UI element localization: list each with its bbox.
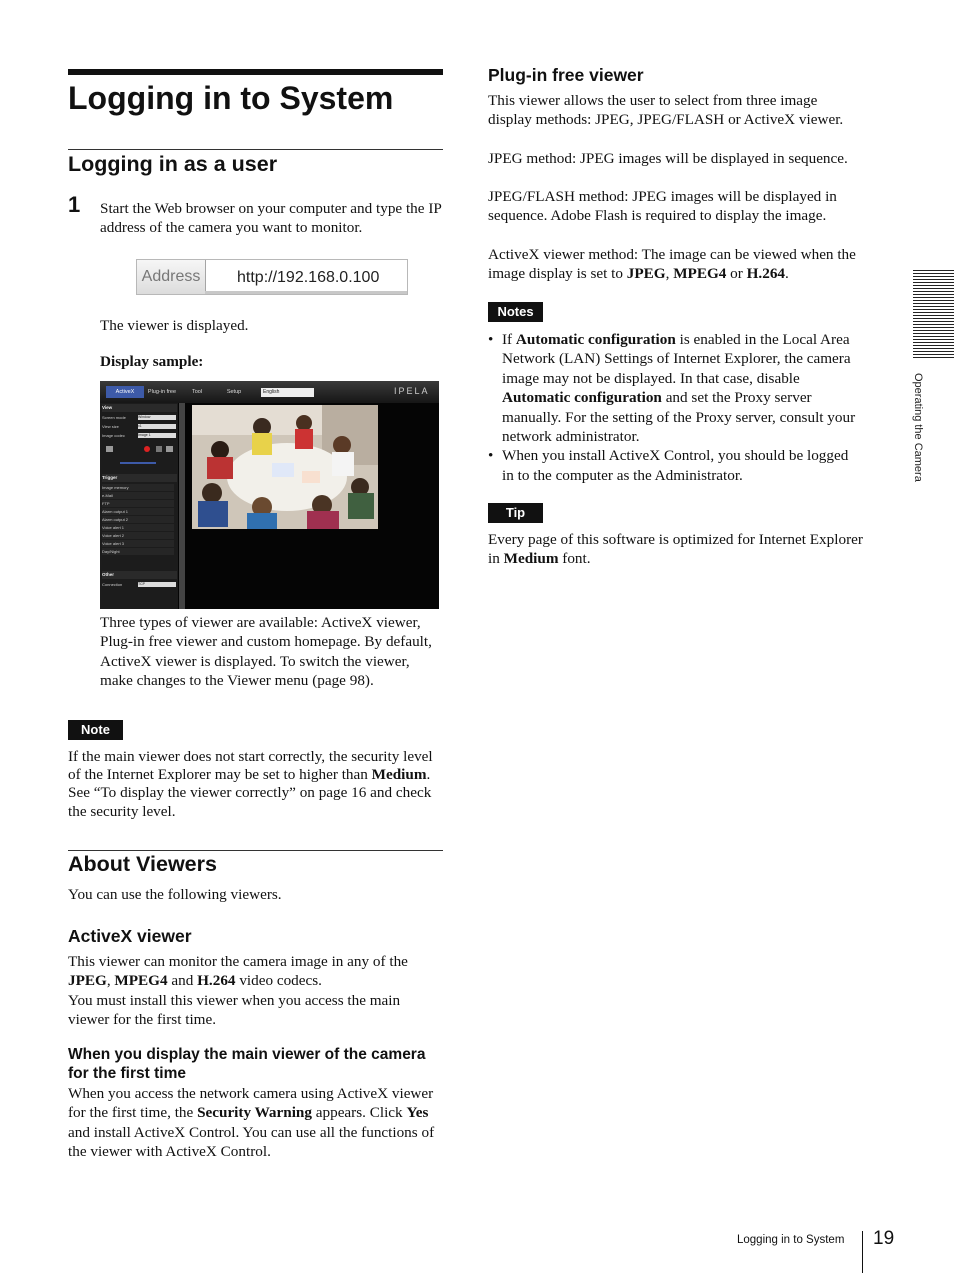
plugin-text-3: JPEG/FLASH method: JPEG images will be displayed in sequence. Adobe Flash is required to display the image. [488,188,837,225]
address-bar [136,259,408,295]
sample-other-row: Connection TCP [102,581,177,588]
notes-label: Notes [488,302,543,322]
sample-camera-image [192,405,378,529]
note-label: Note [68,720,123,740]
sample-tab-activex: ActiveX [106,386,144,398]
display-sample-screenshot [100,381,439,609]
footer-section-label: Logging in to System [737,1234,845,1246]
display-sample-label: Display sample: [100,353,204,370]
page-number: 19 [873,1228,895,1249]
login-heading: Logging in as a user [68,152,278,176]
sample-view-heading: View [102,404,177,412]
sample-trigger-item: Voice alert 2 [102,532,174,539]
plugin-text-4: ActiveX viewer method: The image can be viewed when the image display is set to JPEG, MPEG4 or H.264. [488,246,856,283]
about-heading: About Viewers [68,852,217,876]
section-rule [68,149,443,150]
activex-text-1: This viewer can monitor the camera image in any of the JPEG, MPEG4 and H.264 video codecs. [68,953,408,990]
footer-divider [862,1231,863,1273]
viewer-types-text: Three types of viewer are available: ActiveX viewer, Plug-in free viewer and custom homepage. By default, ActiveX viewer is displayed. To switch the viewer, make changes to the Viewer menu (page 98). [100,614,432,690]
sample-language-select: English [261,388,314,397]
sample-tab-plugin-free: Plug-in free [147,389,177,395]
plugin-text-2: JPEG method: JPEG images will be displayed in sequence. [488,150,848,167]
viewer-displayed-text: The viewer is displayed. [100,317,249,334]
sample-control-icons [104,445,174,454]
sample-trigger-item: Image memory [102,484,174,491]
step-number: 1 [68,192,81,217]
sample-scrollbar [179,403,185,609]
side-tab-marker [913,270,954,360]
side-tab-label: Operating the Camera [912,373,924,482]
plugin-text-1: This viewer allows the user to select from three image display methods: JPEG, JPEG/FLASH or ActiveX viewer. [488,92,844,129]
sample-tab-setup: Setup [226,389,242,395]
sample-trigger-item: FTP [102,500,174,507]
activex-heading: ActiveX viewer [68,926,192,946]
activex-text-2: You must install this viewer when you access the main viewer for the first time. [68,992,401,1029]
sample-logo: IPELA [394,386,430,396]
sample-view-row: Screen mode Window [102,414,177,421]
sample-view-row: View size x1 [102,423,177,430]
sample-trigger-item: Alarm output 1 [102,508,174,515]
sample-sidebar [100,403,178,609]
note-text: If the main viewer does not start correctly, the security level of the Internet Explorer may be set to higher than Medium. See “To display the viewer correctly” on page 16 and check the security level. [68,748,433,820]
first-time-heading: When you display the main viewer of the camera for the first time [68,1046,426,1082]
sample-trigger-item: Alarm output 2 [102,516,174,523]
plugin-heading: Plug-in free viewer [488,65,644,85]
sample-trigger-item: Voice alert 1 [102,524,174,531]
sample-trigger-item: e-Mail [102,492,174,499]
sample-other-heading: Other [102,571,177,579]
title-bar [68,69,443,75]
first-time-text: When you access the network camera using ActiveX viewer for the first time, the Security Warning appears. Click Yes and install ActiveX Control. You can use all the functions of the viewer with ActiveX Control. [68,1085,435,1161]
step-text: Start the Web browser on your computer and type the IP address of the camera you want to monitor. [100,200,442,237]
sample-trigger-item: Voice alert 3 [102,540,174,547]
notes-item: • If Automatic configuration is enabled in the Local Area Network (LAN) Settings of Internet Explorer, the camera image may not be displayed. In that case, disable Automatic configuration and set the Proxy server manually. For the setting of the Proxy server, consult your network administrator. [488,331,856,446]
sample-volume-slider [104,460,174,466]
notes-list [488,330,863,485]
tip-text: Every page of this software is optimized for Internet Explorer in Medium font. [488,531,863,568]
notes-item: • When you install ActiveX Control, you should be logged in to the computer as the Administrator. [488,447,849,484]
sample-view-row: Image codec Image 1 [102,432,177,439]
address-value: http://192.168.0.100 [237,269,380,286]
address-label: Address [137,260,206,294]
sample-toolbar [100,381,439,403]
tip-label: Tip [488,503,543,523]
about-intro: You can use the following viewers. [68,886,282,903]
sample-tab-tool: Tool [191,389,203,395]
sample-trigger-heading: Trigger [102,474,177,482]
sample-trigger-item: Day/Night [102,548,174,555]
page-title: Logging in to System [68,80,394,116]
